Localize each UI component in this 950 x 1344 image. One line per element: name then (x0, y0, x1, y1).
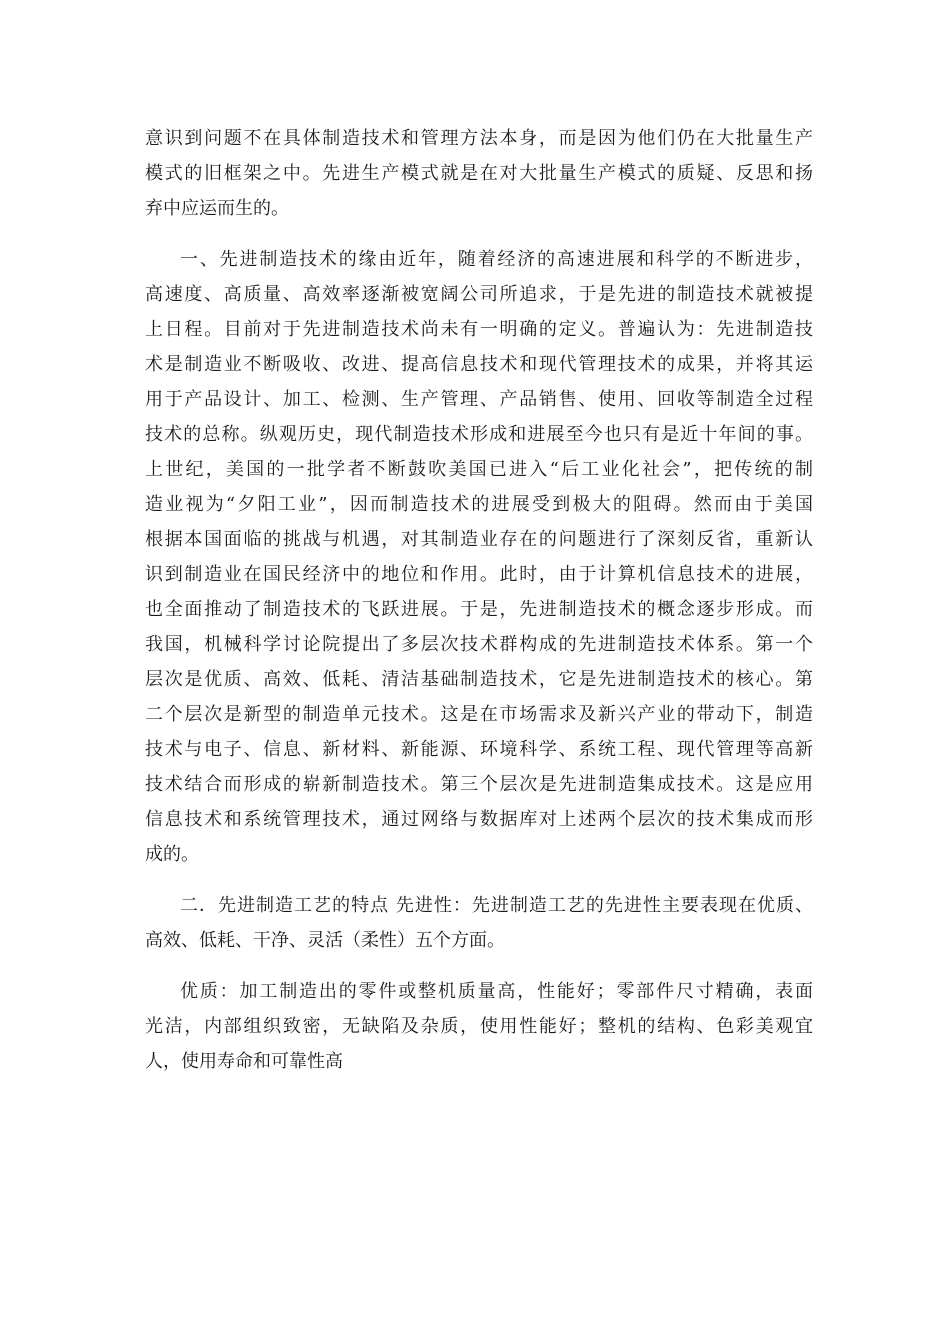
text-line: 一、先进制造技术的缘由近年，随着经济的高速进展和科学的不断进步， (180, 249, 813, 270)
paragraph-section-one (145, 242, 813, 872)
text-line: 上日程。目前对于先进制造技术尚未有一明确的定义。普遍认为：先进制造技 (145, 319, 813, 340)
text-line: 技术的总称。纵观历史，现代制造技术形成和进展至今也只有是近十年间的事。 (145, 424, 813, 445)
paragraph-gap (145, 958, 813, 974)
text-line: 优质：加工制造出的零件或整机质量高，性能好；零部件尺寸精确，表面 (180, 981, 813, 1002)
paragraph-section-two (145, 888, 813, 958)
text-line: 也全面推动了制造技术的飞跃进展。于是，先进制造技术的概念逐步形成。而 (145, 599, 813, 620)
document-body (145, 121, 813, 1079)
text-line: 造业视为“夕阳工业”，因而制造技术的进展受到极大的阻碍。然而由于美国 (145, 494, 813, 515)
text-line: 弃中应运而生的。 (145, 198, 289, 219)
paragraph-quality (145, 974, 813, 1079)
text-line: 二．先进制造工艺的特点 先进性：先进制造工艺的先进性主要表现在优质、 (180, 895, 813, 916)
text-line: 高速度、高质量、高效率逐渐被宽阔公司所追求，于是先进的制造技术就被提 (145, 284, 813, 305)
text-line: 技术与电子、信息、新材料、新能源、环境科学、系统工程、现代管理等高新 (145, 739, 813, 760)
text-line: 用于产品设计、加工、检测、生产管理、产品销售、使用、回收等制造全过程 (145, 389, 813, 410)
text-line: 我国，机械科学讨论院提出了多层次技术群构成的先进制造技术体系。第一个 (145, 634, 813, 655)
text-line: 上世纪，美国的一批学者不断鼓吹美国已进入“后工业化社会”，把传统的制 (145, 459, 813, 480)
text-line: 术是制造业不断吸收、改进、提高信息技术和现代管理技术的成果，并将其运 (145, 354, 813, 375)
text-line: 意识到问题不在具体制造技术和管理方法本身，而是因为他们仍在大批量生产 (145, 128, 813, 149)
paragraph-intro-tail (145, 121, 813, 226)
text-line: 二个层次是新型的制造单元技术。这是在市场需求及新兴产业的带动下，制造 (145, 704, 813, 725)
paragraph-gap (145, 872, 813, 888)
text-line: 技术结合而形成的崭新制造技术。第三个层次是先进制造集成技术。这是应用 (145, 774, 813, 795)
text-line: 根据本国面临的挑战与机遇，对其制造业存在的问题进行了深刻反省，重新认 (145, 529, 813, 550)
text-line: 识到制造业在国民经济中的地位和作用。此时，由于计算机信息技术的进展， (145, 564, 813, 585)
text-line: 层次是优质、高效、低耗、清洁基础制造技术，它是先进制造技术的核心。第 (145, 669, 813, 690)
text-line: 成的。 (145, 844, 199, 865)
paragraph-gap (145, 226, 813, 242)
text-line: 人，使用寿命和可靠性高 (145, 1051, 343, 1072)
text-line: 信息技术和系统管理技术，通过网络与数据库对上述两个层次的技术集成而形 (145, 809, 813, 830)
text-line: 光洁，内部组织致密，无缺陷及杂质，使用性能好；整机的结构、色彩美观宜 (145, 1016, 813, 1037)
text-line: 高效、低耗、干净、灵活（柔性）五个方面。 (145, 930, 505, 951)
text-line: 模式的旧框架之中。先进生产模式就是在对大批量生产模式的质疑、反思和扬 (145, 163, 813, 184)
